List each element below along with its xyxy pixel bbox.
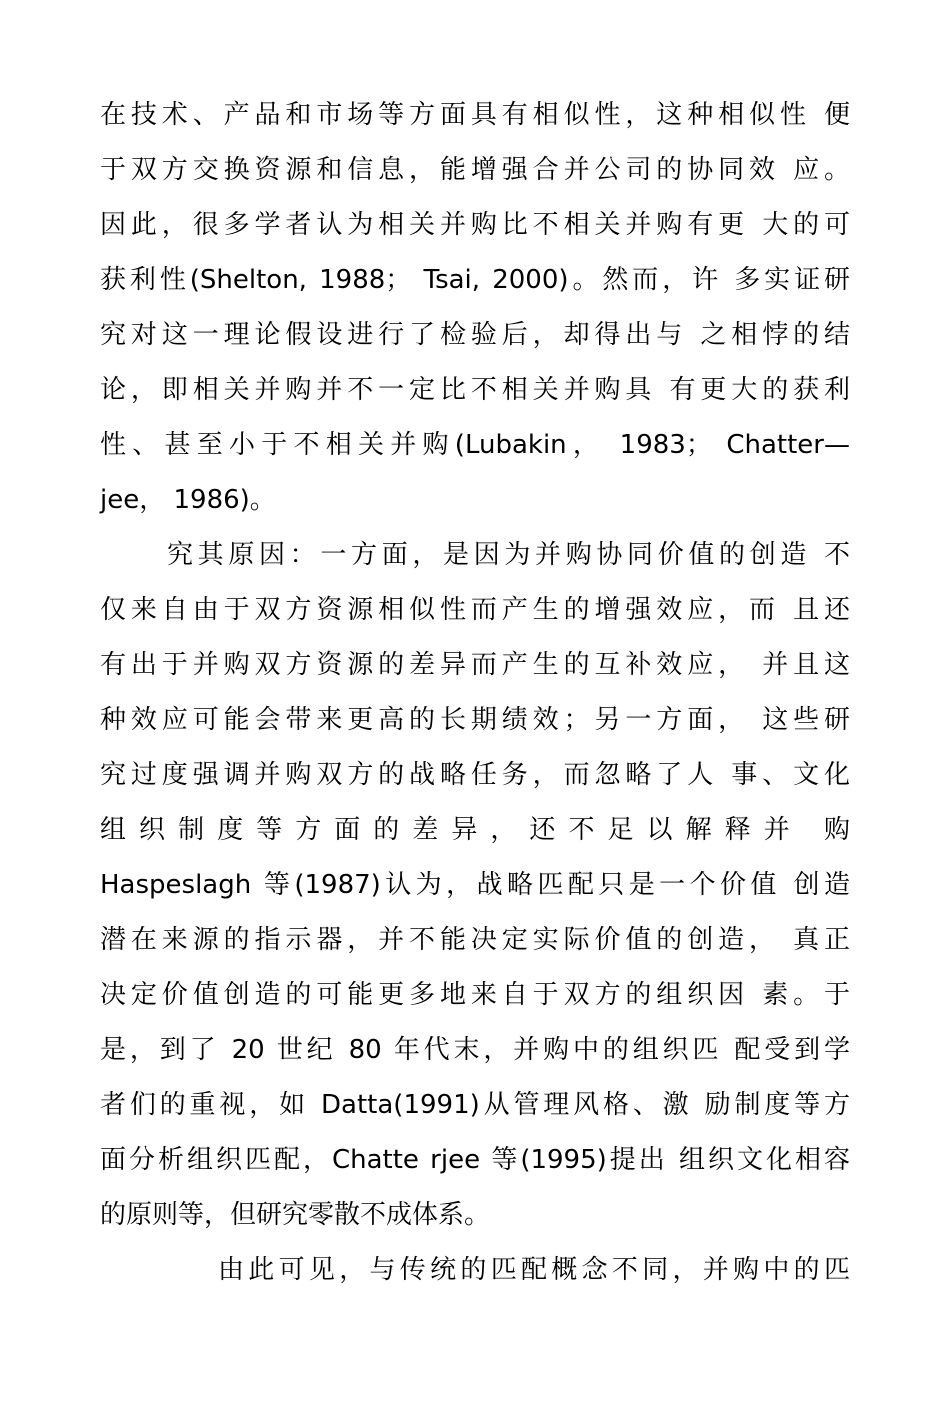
- text-line: 于双方交换资源和信息，能增强合并公司的协同效 应。: [100, 155, 850, 185]
- text-line: 决定价值创造的可能更多地来自于双方的组织因 素。于: [100, 980, 850, 1010]
- text-line: jee， 1986)。: [100, 485, 276, 515]
- paragraph-2: [100, 528, 850, 1243]
- text-line: Haspeslagh 等(1987)认为，战略匹配只是一个价值 创造: [100, 870, 850, 900]
- text-line: 论，即相关并购并不一定比不相关并购具 有更大的获利: [100, 375, 850, 405]
- text-line: 由此可见，与传统的匹配概念不同，并购中的匹: [218, 1255, 850, 1285]
- text-line: 有出于并购双方资源的差异而产生的互补效应， 并且这: [100, 650, 850, 680]
- text-line: 面分析组织匹配，Chatte rjee 等(1995)提出 组织文化相容: [100, 1145, 850, 1175]
- paragraph-3: [100, 1243, 850, 1298]
- text-line: 因此，很多学者认为相关并购比不相关并购有更 大的可: [100, 210, 850, 240]
- text-line: 者们的重视，如 Datta(1991)从管理风格、激 励制度等方: [100, 1090, 850, 1120]
- text-line: 仅来自由于双方资源相似性而产生的增强效应，而 且还: [100, 595, 850, 625]
- text-line: 究过度强调并购双方的战略任务，而忽略了人 事、文化: [100, 760, 850, 790]
- text-line: 是，到了 20 世纪 80 年代末，并购中的组织匹 配受到学: [100, 1035, 850, 1065]
- text-line: 种效应可能会带来更高的长期绩效；另一方面， 这些研: [100, 705, 850, 735]
- paragraph-1: [100, 88, 850, 528]
- text-line: 获利性(Shelton, 1988； Tsai, 2000)。然而，许 多实证研: [100, 265, 850, 295]
- body-text: [100, 88, 850, 1298]
- text-line: 组织制度等方面的差异，还不足以解释并 购: [100, 815, 850, 845]
- text-line: 究对这一理论假设进行了检验后，却得出与 之相悖的结: [100, 320, 850, 350]
- text-line: 性、甚至小于不相关并购(Lubakin， 1983； Chatter—: [100, 430, 850, 460]
- text-line: 究其原因：一方面，是因为并购协同价值的创造 不: [167, 540, 850, 570]
- text-line: 的原则等，但研究零散不成体系。: [100, 1200, 491, 1230]
- text-line: 潜在来源的指示器，并不能决定实际价值的创造， 真正: [100, 925, 850, 955]
- text-line: 在技术、产品和市场等方面具有相似性，这种相似性 便: [100, 100, 850, 130]
